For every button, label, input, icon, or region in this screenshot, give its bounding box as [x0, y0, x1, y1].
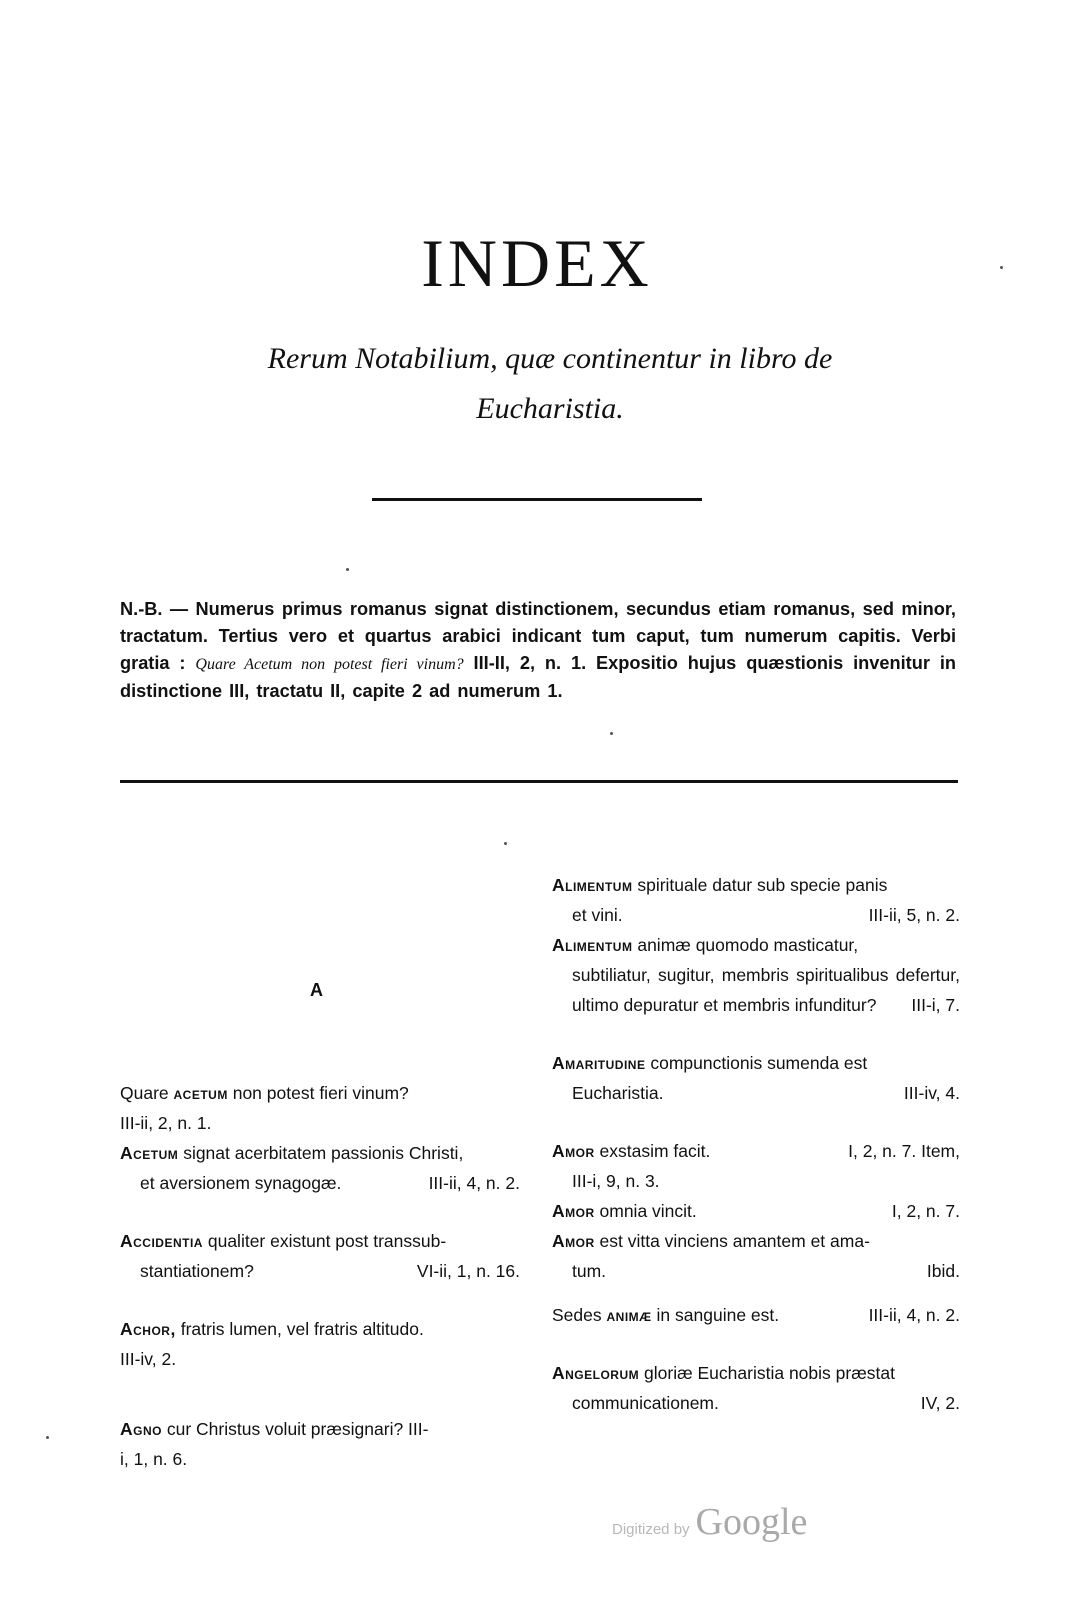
digitized-label: Digitized by [612, 1521, 690, 1538]
page-subtitle [150, 334, 950, 434]
entry-text: omnia vincit. [599, 1201, 697, 1221]
entry-reference: I, 2, n. 7. [891, 1201, 960, 1221]
entry-headword: Amor [552, 1141, 595, 1161]
entry-headword: Agno [120, 1419, 162, 1439]
entry-reference: III-iv, 2. [120, 1349, 177, 1369]
index-entry [120, 1138, 520, 1198]
entry-reference: i, 1, n. 6. [120, 1449, 188, 1469]
entry-reference: Ibid. [926, 1261, 960, 1281]
entry-headword: Amor [552, 1231, 595, 1251]
scan-speck [346, 568, 349, 571]
entry-text: est vitta vinciens amantem et ama- [599, 1231, 870, 1251]
entry-reference: III-ii, 4, n. 2. [868, 1305, 960, 1325]
entry-text: communicationem. [572, 1393, 719, 1413]
entry-text: stantiationem? [140, 1261, 254, 1281]
digitized-watermark [612, 1500, 807, 1544]
scan-speck [1000, 266, 1003, 269]
index-entry [552, 1048, 960, 1108]
entry-headword: Angelorum [552, 1363, 640, 1383]
entry-text: spirituale datur sub specie panis [637, 875, 888, 895]
index-entry [552, 1300, 960, 1330]
entry-text: cur Christus voluit præsignari? III- [166, 1419, 429, 1439]
scan-speck [610, 732, 613, 735]
entry-text: subtiliatur, sugitur, membris spiritualibus defertur, ultimo depuratur et membris infunditur? [572, 965, 960, 1015]
section-letter: A [310, 980, 323, 1000]
usage-note [120, 596, 956, 705]
entry-text: qualiter existunt post transsub- [207, 1231, 447, 1251]
entry-headword: Alimentum [552, 875, 633, 895]
index-column-left [120, 1078, 520, 1474]
entry-prefix: Quare [120, 1083, 169, 1103]
index-entry [120, 1314, 520, 1374]
usage-note-example: Quare Acetum non potest fieri vinum? [195, 656, 464, 673]
index-entry [120, 1078, 520, 1138]
index-entry [120, 1414, 520, 1474]
entry-reference: III-ii, 5, n. 2. [868, 905, 960, 925]
entry-text: in sanguine est. [656, 1305, 780, 1325]
index-entry [552, 1136, 960, 1196]
scan-speck [46, 1436, 49, 1439]
subtitle-line-1: Rerum Notabilium, quæ continentur in libro de [267, 342, 833, 375]
entry-text: fratris lumen, vel fratris altitudo. [180, 1319, 424, 1339]
entry-text: tum. [572, 1261, 607, 1281]
entry-reference: VI-ii, 1, n. 16. [416, 1261, 520, 1281]
page-title: INDEX [421, 225, 653, 301]
index-entry [552, 1196, 960, 1226]
scan-speck [504, 842, 507, 845]
entry-text: compunctionis sumenda est [650, 1053, 868, 1073]
entry-headword: Accidentia [120, 1231, 203, 1251]
entry-text: animæ quomodo masticatur, [637, 935, 859, 955]
entry-reference: III-ii, 4, n. 2. [428, 1173, 520, 1193]
index-entry [552, 870, 960, 930]
entry-text: et aversionem synagogæ. [140, 1173, 342, 1193]
entry-reference: III-i, 7. [911, 995, 960, 1015]
subtitle-line-2: Eucharistia. [476, 392, 624, 425]
usage-note-text-2: III-II, 2, n. 1. Expositio hujus quæstionis invenitur in distinctione III, tractatu II, capite 2 ad numerum 1. [120, 653, 956, 701]
entry-headword: acetum [173, 1083, 228, 1103]
section-divider [120, 780, 958, 783]
entry-headword: Acetum [120, 1143, 179, 1163]
entry-headword: animæ [606, 1305, 652, 1325]
entry-text: gloriæ Eucharistia nobis præstat [644, 1363, 895, 1383]
entry-text: exstasim facit. [599, 1141, 711, 1161]
google-logo: Google [695, 1501, 808, 1543]
index-entry [552, 1226, 960, 1286]
entry-reference: III-i, 9, n. 3. [572, 1171, 660, 1191]
index-entry [120, 1226, 520, 1286]
entry-prefix: Sedes [552, 1305, 602, 1325]
entry-text: non potest fieri vinum? [232, 1083, 409, 1103]
index-column-right [552, 870, 960, 1418]
title-divider [372, 498, 702, 501]
entry-reference: III-ii, 2, n. 1. [120, 1113, 212, 1133]
entry-headword: Alimentum [552, 935, 633, 955]
entry-headword: Achor, [120, 1319, 176, 1339]
index-entry [552, 1358, 960, 1418]
entry-text: signat acerbitatem passionis Christi, [183, 1143, 464, 1163]
entry-reference: I, 2, n. 7. Item, [848, 1141, 960, 1161]
entry-reference: IV, 2. [920, 1393, 960, 1413]
entry-text: Eucharistia. [572, 1083, 664, 1103]
index-entry [552, 930, 960, 1020]
usage-note-text: N.-B. — Numerus primus romanus signat distinctionem, secundus etiam romanus, sed minor, tractatum. Tertius vero et quartus arabici indicant tum caput, tum numerum capitis. Verbi gratia : [120, 599, 956, 673]
entry-headword: Amaritudine [552, 1053, 646, 1073]
entry-text: et vini. [572, 905, 623, 925]
entry-reference: III-iv, 4. [903, 1083, 960, 1103]
entry-headword: Amor [552, 1201, 595, 1221]
